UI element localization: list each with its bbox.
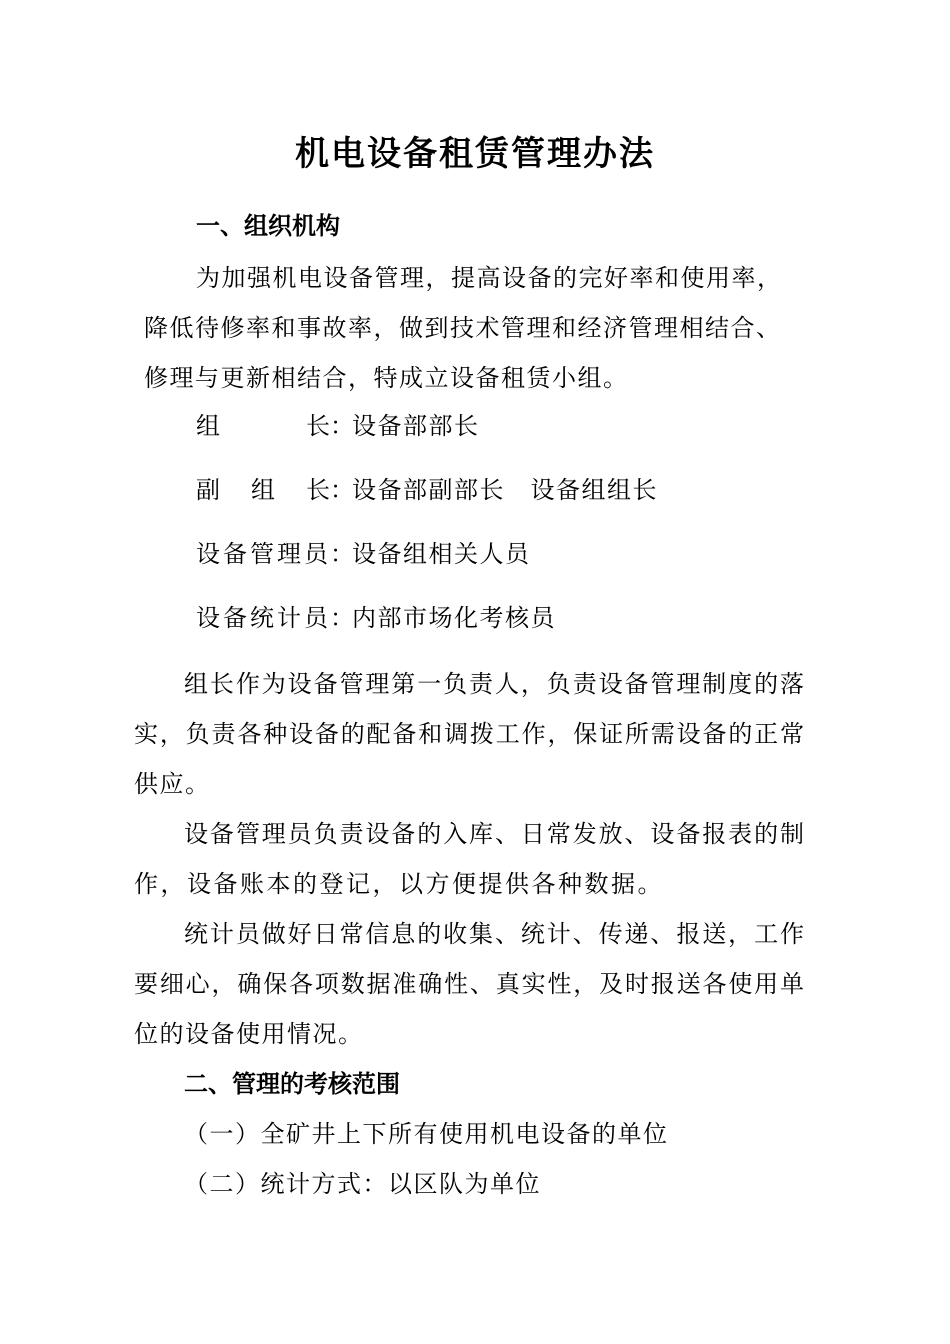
role-colon: ： [330,540,354,568]
intro-line-2: 降低待修率和事故率，做到技术管理和经济管理相结合、 [144,314,782,342]
para2-line-2: 作，设备账本的登记，以方便提供各种数据。 [134,870,664,898]
role-equipment-statistician [196,602,556,634]
role-value: 设备部副部长 设备组组长 [352,476,658,504]
document-title: 机电设备租赁管理办法 [295,134,655,174]
role-colon: ： [330,412,354,440]
role-label: 副 组 长 [196,476,330,504]
role-colon: ： [330,604,354,632]
para3-line-2: 要细心，确保各项数据准确性、真实性，及时报送各使用单 [134,970,804,998]
scope-item-1: （一）全矿井上下所有使用机电设备的单位 [184,1120,669,1148]
role-value: 设备部部长 [352,412,480,440]
role-value: 内部市场化考核员 [352,604,556,632]
section-heading-scope: 二、管理的考核范围 [184,1069,400,1098]
section-heading-organization: 一、组织机构 [196,211,340,240]
para2-line-1: 设备管理员负责设备的入库、日常发放、设备报表的制 [184,820,804,848]
intro-line-1: 为加强机电设备管理，提高设备的完好率和使用率， [196,264,783,292]
para1-line-1: 组长作为设备管理第一负责人，负责设备管理制度的落 [184,670,804,698]
role-deputy-leader [196,474,658,506]
para1-line-3: 供应。 [134,770,211,798]
role-label: 组 长 [196,412,330,440]
para3-line-3: 位的设备使用情况。 [134,1020,364,1048]
role-equipment-manager [196,538,531,570]
role-value: 设备组相关人员 [352,540,531,568]
role-label: 设备统计员 [196,604,331,632]
role-leader [196,410,480,442]
role-label: 设备管理员 [196,540,331,568]
para1-line-2: 实，负责各种设备的配备和调拨工作，保证所需设备的正常 [134,720,804,748]
scope-item-2: （二）统计方式：以区队为单位 [184,1170,541,1198]
role-colon: ： [330,476,354,504]
intro-line-3: 修理与更新相结合，特成立设备租赁小组。 [144,364,629,392]
para3-line-1: 统计员做好日常信息的收集、统计、传递、报送，工作 [184,920,804,948]
